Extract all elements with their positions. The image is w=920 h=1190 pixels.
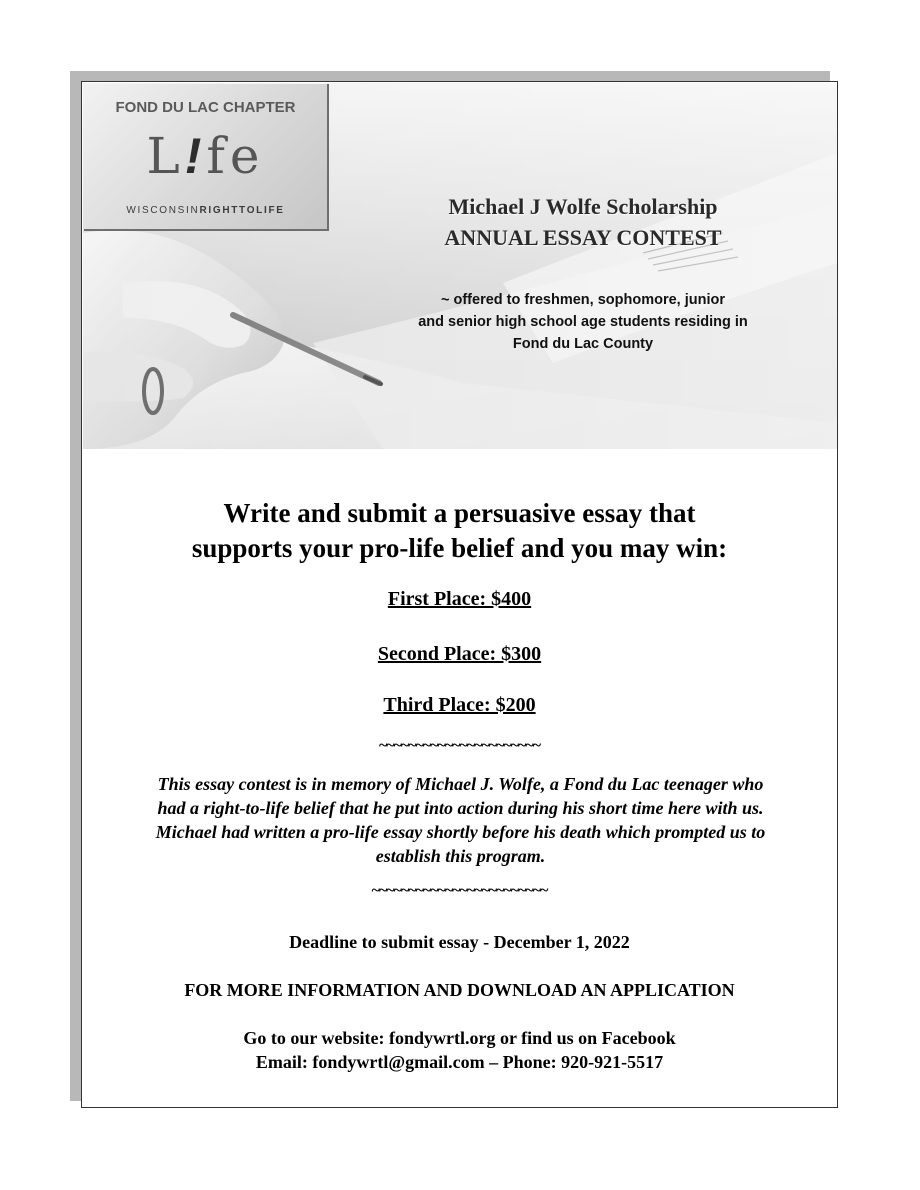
divider-tilde: ~~~~~~~~~~~~~~~~~~~~~~~~ (371, 882, 548, 899)
deadline-text: Deadline to submit essay - December 1, 2022 (289, 932, 630, 952)
headline (82, 496, 837, 566)
memorial-line: had a right-to-life belief that he put into action during his short time here with us. (157, 798, 764, 818)
eligibility-line: ~ offered to freshmen, sophomore, junior (441, 292, 725, 308)
memorial-line: This essay contest is in memory of Michael J. Wolfe, a Fond du Lac teenager who (157, 774, 764, 794)
logo-exclamation-mark: ! (184, 128, 207, 184)
headline-line: supports your pro-life belief and you may win: (191, 533, 728, 563)
logo-chapter-text: FOND DU LAC CHAPTER (115, 99, 296, 116)
eligibility-line: and senior high school age students residing in (418, 314, 748, 330)
logo-word-right: fe (206, 127, 265, 185)
prize-third: Third Place: $200 (383, 694, 536, 716)
memorial-line: Michael had written a pro-life essay shortly before his death which prompted us to (155, 822, 766, 842)
wrtl-logo (84, 84, 329, 231)
divider-tilde: ~~~~~~~~~~~~~~~~~~~~~~ (378, 737, 541, 754)
eligibility-text (363, 289, 803, 355)
memorial-paragraph (102, 772, 819, 868)
hero-photo (83, 83, 837, 449)
eligibility-line: Fond du Lac County (512, 336, 654, 352)
prize-first: First Place: $400 (387, 588, 532, 610)
more-info-heading: FOR MORE INFORMATION AND DOWNLOAD AN APPLICATION (184, 980, 735, 1000)
logo-tagline (84, 205, 327, 216)
flyer (81, 81, 838, 1108)
contact-line: Email: fondywrtl@gmail.com – Phone: 920-921-5517 (255, 1052, 664, 1072)
logo-wordmark (84, 126, 327, 186)
website-line: Go to our website: fondywrtl.org or find us on Facebook (243, 1028, 676, 1048)
logo-tagline-bold: RIGHTTOLIFE (199, 205, 285, 216)
title-contest: ANNUAL ESSAY CONTEST (444, 225, 722, 250)
memorial-line: establish this program. (375, 846, 546, 866)
logo-tagline-regular: WISCONSIN (126, 205, 200, 216)
logo-word-left: L (146, 127, 185, 185)
prize-second: Second Place: $300 (377, 643, 542, 665)
headline-line: Write and submit a persuasive essay that (223, 498, 696, 528)
contest-title (373, 191, 793, 253)
title-scholarship: Michael J Wolfe Scholarship (448, 194, 718, 219)
